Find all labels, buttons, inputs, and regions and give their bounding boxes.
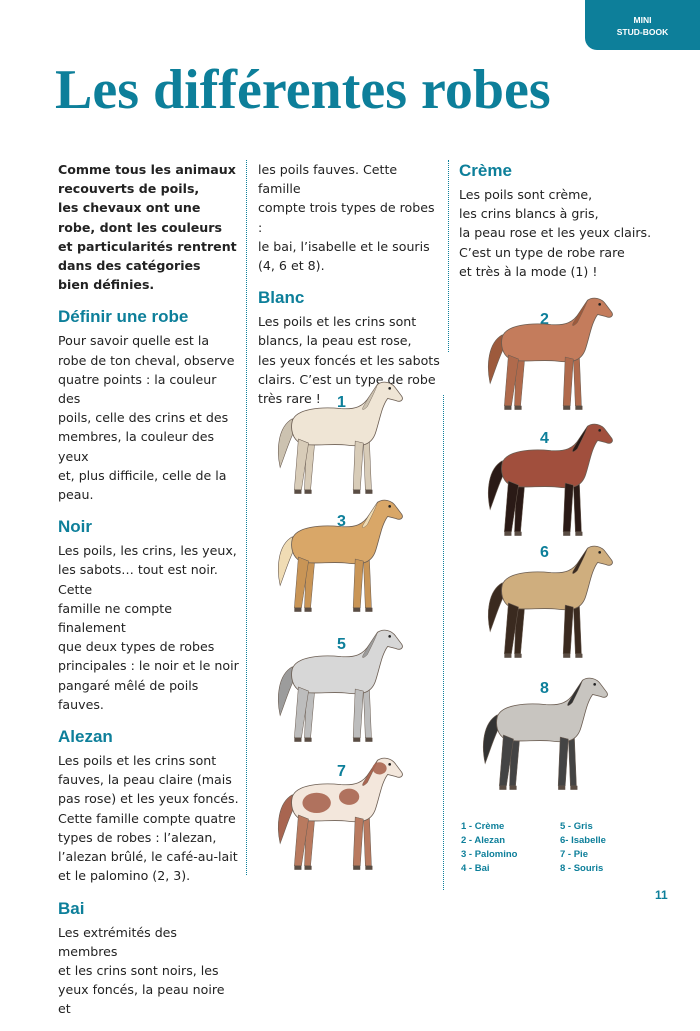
horse-leg — [353, 441, 363, 490]
horse-hoof — [563, 654, 570, 658]
text-line: et, plus difficile, celle de la — [58, 467, 227, 483]
horse-hoof — [353, 738, 360, 742]
text-line: pas rose) et les yeux foncés. — [58, 791, 239, 807]
horse-illustration-bai — [480, 418, 622, 540]
text-line: Les poils et les crins sont — [58, 753, 217, 769]
horse-leg — [563, 605, 573, 654]
horse-hoof — [294, 608, 301, 612]
page-title: Les différentes robes — [55, 59, 551, 121]
horse-illustration-alezan — [480, 292, 622, 414]
text-line: poils, celle des crins et des — [58, 410, 229, 426]
heading-bai: Bai — [58, 898, 85, 918]
horse-patch — [372, 762, 386, 774]
horse-number-8: 8 — [540, 680, 549, 697]
intro-paragraph — [58, 160, 240, 294]
horse-leg — [563, 483, 573, 532]
horse-body — [292, 630, 403, 694]
horse-leg — [353, 689, 363, 738]
text-line: les yeux foncés et les sabots — [258, 352, 440, 368]
legend-item: 3 - Palomino — [461, 849, 518, 860]
horse-number-1: 1 — [337, 394, 346, 411]
horse-number-3: 3 — [337, 513, 346, 530]
horse-number-6: 6 — [540, 544, 549, 561]
horse-body — [502, 546, 613, 610]
horse-body — [497, 678, 608, 742]
horse-hoof — [504, 532, 511, 536]
text-line: clairs. C’est un type de robe — [258, 371, 436, 387]
horse-leg — [573, 355, 581, 406]
horse-hoof — [365, 866, 372, 870]
text-line: les crins blancs à gris, — [459, 206, 599, 222]
legend-item: 7 - Pie — [560, 849, 588, 860]
text-line: quatre points : la couleur des — [58, 371, 217, 407]
horse-leg — [563, 357, 573, 406]
horse-eye — [388, 763, 391, 766]
text-line: C’est un type de robe rare — [459, 244, 625, 260]
text-line: très rare ! — [258, 391, 321, 407]
paragraph-definir — [58, 331, 240, 504]
horse-leg — [363, 687, 371, 738]
horse-illustration-isabelle — [480, 540, 622, 662]
text-line: compte trois types de robes : — [258, 200, 435, 235]
horse-illustration-palomino — [270, 494, 412, 616]
page-number: 11 — [655, 888, 668, 902]
horse-illustration-gris — [270, 624, 412, 746]
text-line: Pour savoir quelle est la — [58, 333, 210, 349]
intro-line: et particularités rentrent — [58, 238, 237, 254]
horse-leg — [573, 603, 581, 654]
horse-leg — [363, 815, 371, 866]
heading-creme: Crème — [459, 161, 512, 180]
horse-hoof — [304, 866, 311, 870]
horse-number-5: 5 — [337, 636, 346, 653]
paragraph-bai-continued — [258, 160, 440, 275]
horse-hoof — [504, 406, 511, 410]
legend-item: 5 - Gris — [560, 821, 593, 832]
heading-blanc: Blanc — [258, 288, 305, 308]
horse-eye — [598, 551, 601, 554]
paragraph-alezan — [58, 751, 240, 885]
horse-hoof — [558, 786, 565, 790]
section-tab-line1: MINI — [633, 15, 652, 25]
section-tab-line2: STUD-BOOK — [616, 27, 669, 37]
horse-patch — [302, 793, 330, 813]
horse-hoof — [365, 608, 372, 612]
column-divider-2 — [448, 160, 449, 352]
text-line: les sabots… tout est noir. Cette — [58, 562, 218, 597]
horse-hoof — [294, 866, 301, 870]
horse-leg — [568, 735, 576, 786]
horse-hoof — [353, 608, 360, 612]
legend-item: 4 - Bai — [461, 863, 490, 874]
text-line: que deux types de robes — [58, 639, 215, 655]
column-3 — [459, 160, 679, 293]
horse-eye — [598, 429, 601, 432]
intro-line: bien définies. — [58, 277, 155, 293]
horse-leg — [363, 557, 371, 608]
text-line: Les poils, les crins, les yeux, — [58, 543, 237, 559]
horse-hoof — [563, 406, 570, 410]
horse-leg — [353, 559, 363, 608]
text-line: membres, la couleur des yeux — [58, 429, 215, 464]
legend-left — [461, 820, 517, 876]
text-line: principales : le noir et le noir — [58, 658, 239, 674]
text-line: types de robes : l’alezan, — [58, 829, 217, 845]
text-line: Les extrémités des membres — [58, 924, 177, 959]
text-line: et très à la mode (1) ! — [459, 263, 598, 279]
horse-body — [502, 424, 613, 488]
column-1 — [58, 160, 240, 1031]
horse-illustration-creme — [270, 376, 412, 498]
heading-definir: Définir une robe — [58, 307, 189, 327]
column-divider-3 — [443, 395, 444, 890]
horse-eye — [388, 635, 391, 638]
text-line: Les poils et les crins sont — [258, 314, 417, 330]
horse-number-4: 4 — [540, 430, 549, 447]
horse-number-2: 2 — [540, 311, 549, 328]
text-line: la peau rose et les yeux clairs. — [459, 225, 652, 241]
horse-hoof — [514, 654, 521, 658]
legend-item: 6- Isabelle — [560, 835, 606, 846]
text-line: les poils fauves. Cette famille — [258, 162, 398, 197]
horse-hoof — [575, 532, 582, 536]
text-line: et le palomino (2, 3). — [58, 868, 191, 884]
text-line: famille ne compte finalement — [58, 600, 172, 636]
text-line: et les crins sont noirs, les — [58, 962, 219, 978]
horse-hoof — [294, 738, 301, 742]
horse-hoof — [575, 406, 582, 410]
column-divider-1 — [246, 160, 247, 875]
text-line: fauves, la peau claire (mais — [58, 772, 232, 788]
heading-alezan: Alezan — [58, 727, 113, 747]
horse-eye — [388, 387, 391, 390]
horse-hoof — [514, 532, 521, 536]
horse-hoof — [304, 738, 311, 742]
section-tab — [585, 0, 700, 50]
text-line: l’alezan brûlé, le café-au-lait — [58, 849, 238, 865]
intro-line: Comme tous les animaux — [58, 162, 236, 177]
horse-hoof — [353, 866, 360, 870]
intro-line: robe, dont les couleurs — [58, 219, 222, 235]
paragraph-creme — [459, 185, 679, 281]
horse-hoof — [504, 654, 511, 658]
horse-patch — [339, 789, 359, 805]
paragraph-bai — [58, 923, 240, 1019]
text-line: pangaré mêlé de poils fauves. — [58, 677, 199, 712]
legend-item: 2 - Alezan — [461, 835, 505, 846]
paragraph-noir — [58, 541, 240, 714]
horse-leg — [363, 439, 371, 490]
horse-eye — [598, 303, 601, 306]
horse-hoof — [563, 532, 570, 536]
horse-eye — [593, 683, 596, 686]
horse-illustration-pie — [270, 752, 412, 874]
horse-eye — [388, 505, 391, 508]
intro-line: recouverts de poils, — [58, 181, 200, 197]
text-line: yeux foncés, la peau noire et — [58, 982, 225, 1017]
horse-hoof — [570, 786, 577, 790]
text-line: blancs, la peau est rose, — [258, 333, 412, 349]
text-line: robe de ton cheval, observe — [58, 352, 235, 368]
heading-noir: Noir — [58, 517, 92, 537]
legend-item: 1 - Crème — [461, 821, 505, 832]
horse-leg — [558, 737, 568, 786]
text-line: (4, 6 et 8). — [258, 258, 325, 274]
horse-leg — [353, 817, 363, 866]
horse-body — [292, 382, 403, 446]
horse-leg — [573, 481, 581, 532]
text-line: Les poils sont crème, — [459, 187, 593, 202]
horse-hoof — [499, 786, 506, 790]
horse-hoof — [575, 654, 582, 658]
horse-hoof — [304, 608, 311, 612]
horse-illustration-souris — [475, 672, 617, 794]
horse-hoof — [365, 738, 372, 742]
horse-number-7: 7 — [337, 763, 346, 780]
legend-item: 8 - Souris — [560, 863, 604, 874]
legend-right — [560, 820, 606, 876]
horse-hoof — [514, 406, 521, 410]
horse-hoof — [509, 786, 516, 790]
text-line: le bai, l’isabelle et le souris — [258, 238, 430, 254]
text-line: peau. — [58, 487, 94, 503]
intro-line: les chevaux ont une — [58, 200, 201, 216]
horse-body — [292, 500, 403, 564]
text-line: Cette famille compte quatre — [58, 810, 236, 826]
horse-body — [502, 298, 613, 362]
intro-line: dans des catégories — [58, 258, 201, 274]
